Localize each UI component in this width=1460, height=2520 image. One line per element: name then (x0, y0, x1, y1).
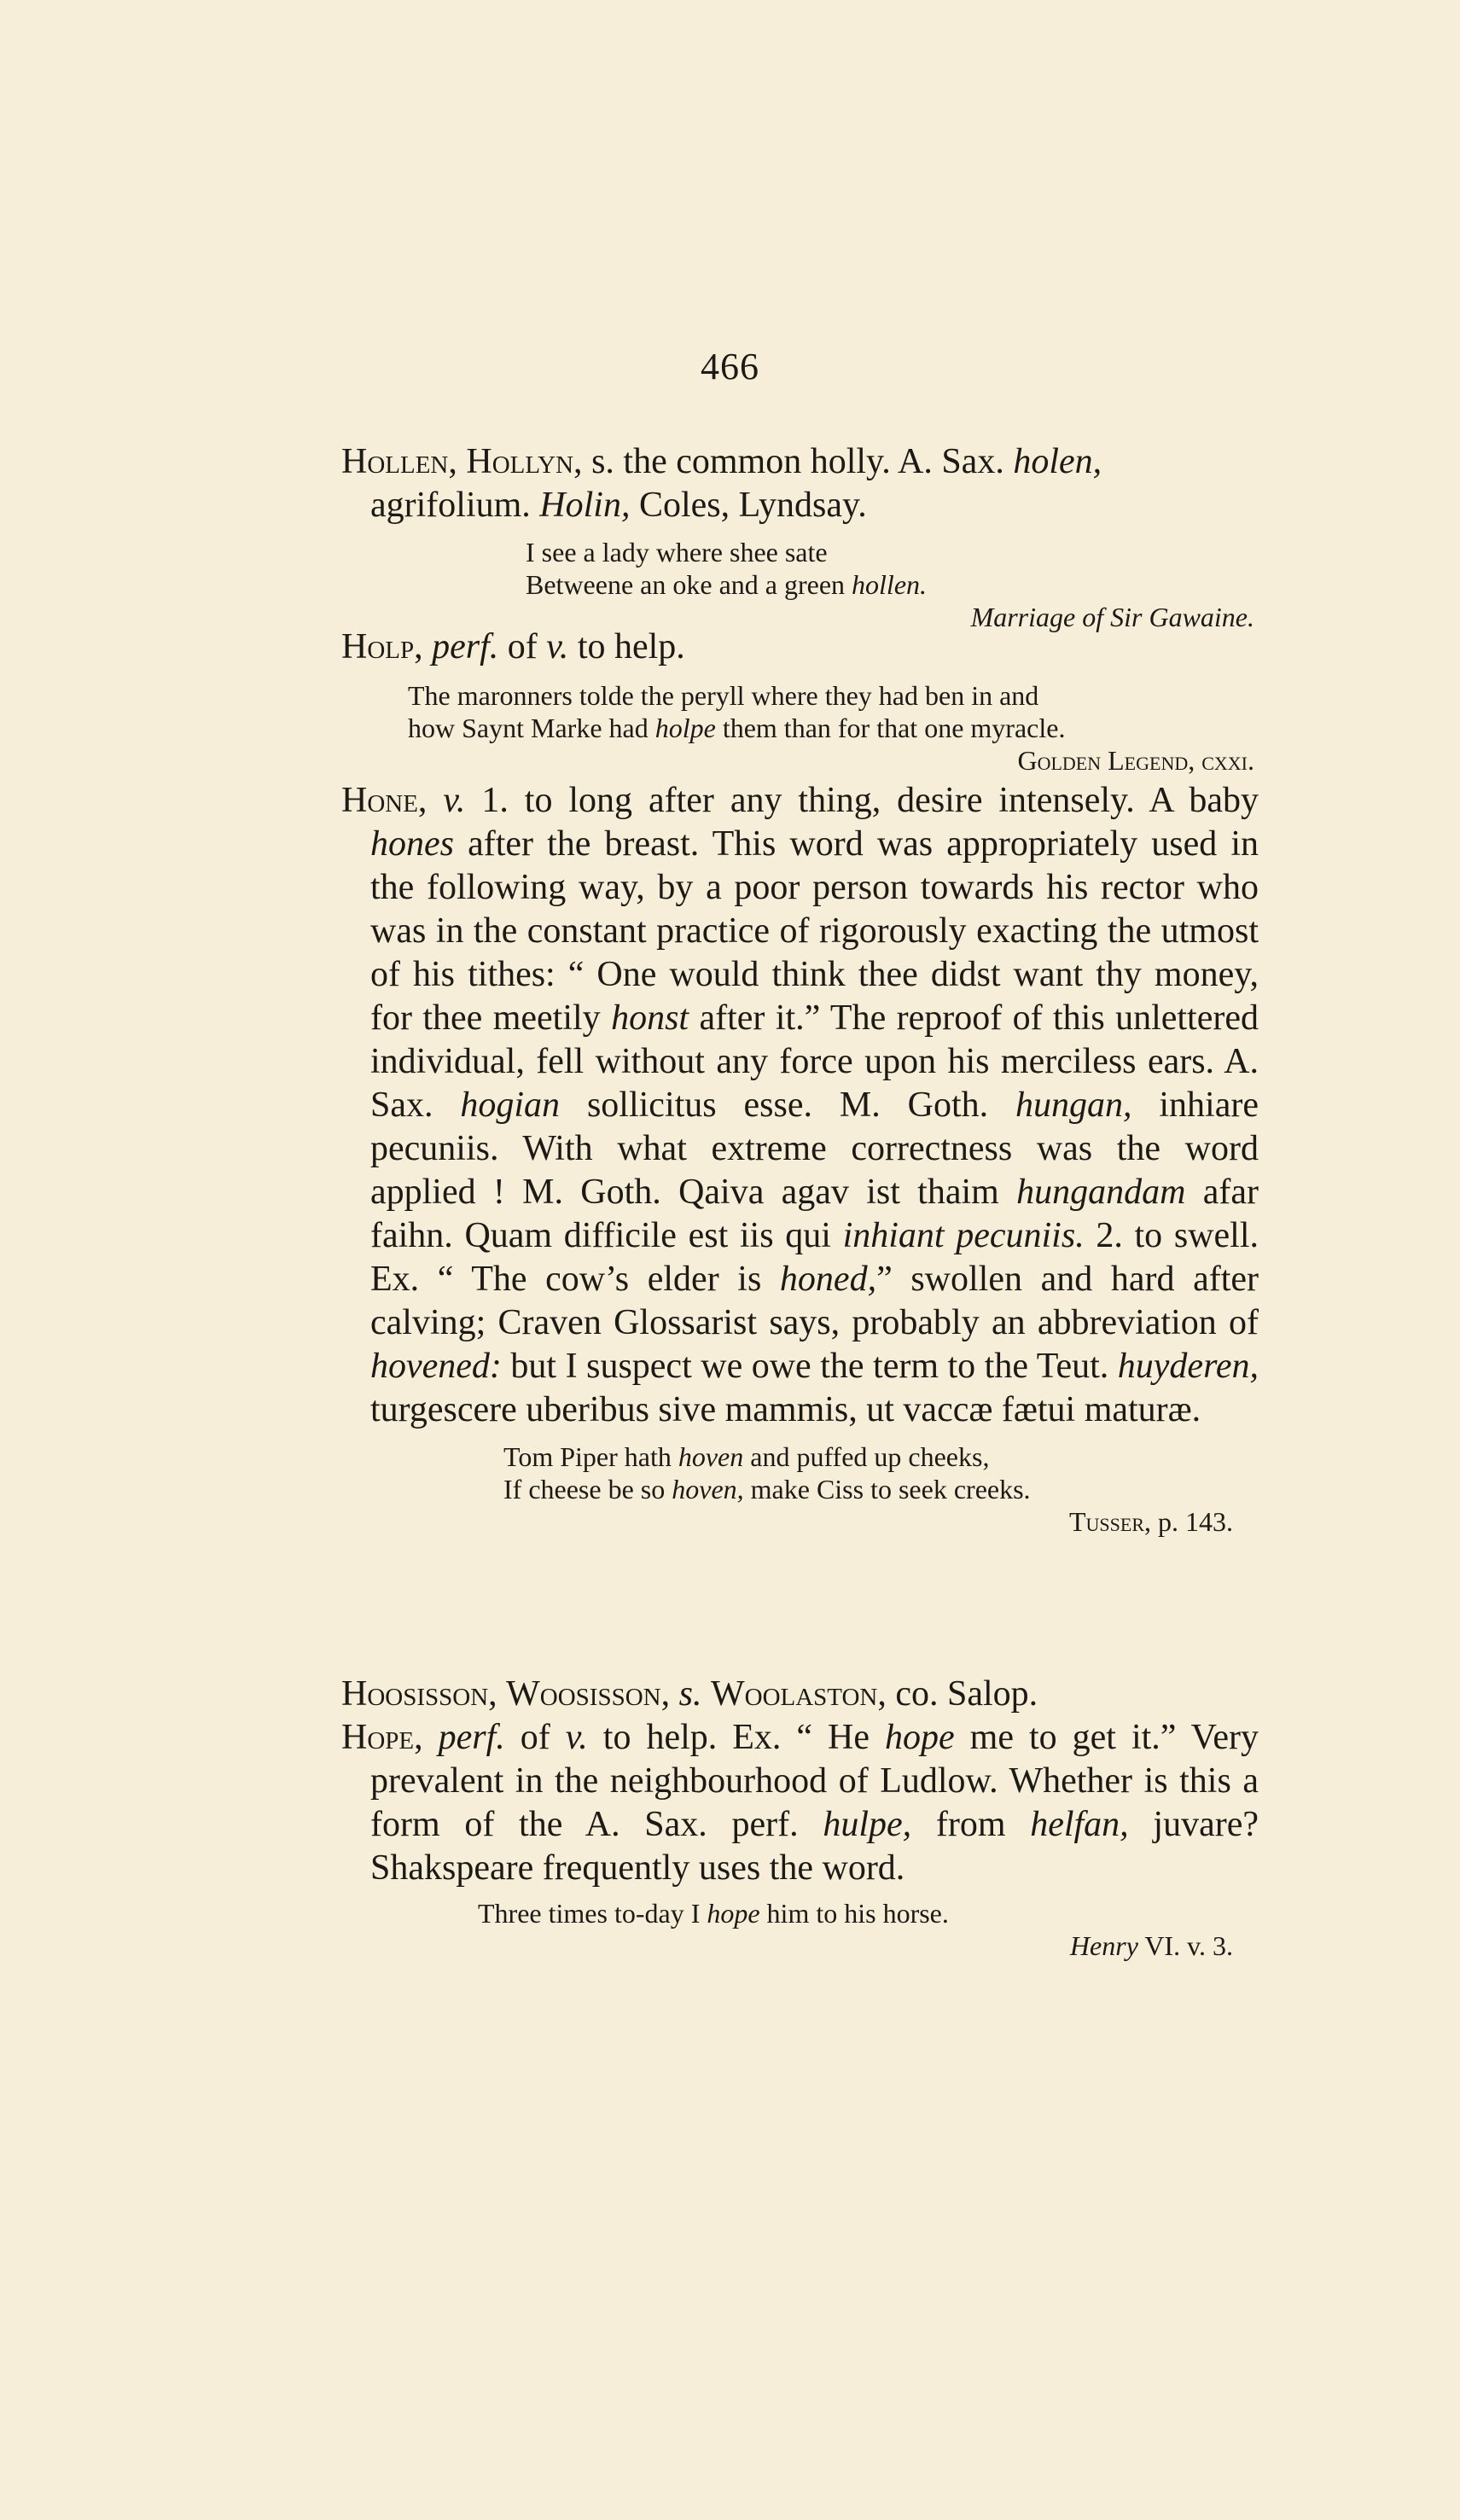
quote-text: how Saynt Marke had (408, 713, 655, 743)
grammar-label: perf. (438, 1718, 505, 1757)
definition-text: to help. Ex. “ He (587, 1718, 886, 1757)
example-italic: hovened: (370, 1347, 502, 1386)
etymon: hulpe, (823, 1805, 912, 1844)
place-name: Woolaston, (710, 1674, 887, 1714)
page-number: 466 (701, 346, 759, 387)
quote-line: I see a lady where shee sate (526, 537, 828, 567)
entry-body (341, 1716, 1259, 1890)
example-italic: hones (370, 824, 454, 864)
etymon: Holin, (539, 486, 631, 525)
definition-text: from (911, 1805, 1031, 1844)
etymon: helfan, (1030, 1805, 1129, 1844)
definition-text: me to get it.” Very prevalent in the neighbourhood of Ludlow. Whether is this a form of the A. Sax. perf. (370, 1718, 1259, 1844)
entry-body (341, 1673, 1259, 1716)
etymon: hungan, (1015, 1085, 1132, 1125)
entry-body (341, 779, 1259, 1432)
definition-text: turgescere uberibus sive mammis, ut vaccæ fætui maturæ. (370, 1390, 1201, 1429)
headword: Hope, (341, 1718, 423, 1757)
definition-text: Coles, Lyndsay. (630, 486, 867, 525)
entry-hone (341, 779, 1259, 1538)
definition-text: ” swollen and hard after calving; Craven Glossarist says, probably an abbreviation of (370, 1260, 1259, 1342)
example-italic: honst (611, 998, 689, 1038)
etymon: huyderen, (1117, 1347, 1259, 1386)
quote-source (341, 1929, 1259, 1962)
quotation (341, 679, 1259, 744)
etymon: holen, (1013, 442, 1102, 481)
definition-text: to help. (568, 627, 685, 666)
entry-body (341, 626, 1259, 669)
grammar-label: v. (565, 1718, 588, 1757)
headword: Hollen, (341, 442, 457, 481)
definition-text: 2. to swell. Ex. “ The cow’s elder is (370, 1216, 1259, 1299)
definition-text: inhiare pecuniis. With what extreme correctness was the word applied ! M. Goth. Qaiva agav ist thaim (370, 1085, 1259, 1212)
entry-hollen (341, 440, 1259, 633)
quote-text: Betweene an oke and a green (526, 569, 852, 600)
headword: Hone, (341, 781, 428, 820)
quote-italic: hoven (678, 1441, 744, 1472)
quote-text: him to his horse. (759, 1898, 949, 1929)
headword: Hollyn, (466, 442, 583, 481)
grammar-label: v. (443, 781, 466, 820)
definition-text: juvare? Shakspeare frequently uses the word. (370, 1805, 1259, 1888)
quote-line: The maronners tolde the peryll where they had ben in and (408, 680, 1039, 711)
quote-italic: holpe (654, 713, 716, 743)
definition-text: of (498, 627, 547, 666)
definition-text: of (504, 1718, 566, 1757)
etymon: hungandam (1016, 1173, 1186, 1212)
quote-line (526, 568, 1259, 601)
quote-line (503, 1473, 1259, 1505)
definition-text: s. the common holly. A. Sax. (582, 442, 1014, 481)
entry-hoosisson (341, 1673, 1259, 1716)
definition-text: afar faihn. Quam difficile est iis qui (370, 1173, 1259, 1255)
entry-hope (341, 1716, 1259, 1962)
etymon: hogian (460, 1085, 561, 1125)
quote-text: and puffed up cheeks, (743, 1441, 990, 1472)
source-author: Tusser, (1068, 1506, 1151, 1537)
example-italic: hope (885, 1718, 955, 1757)
quote-line (478, 1897, 1259, 1929)
quote-text: Three times to-day I (478, 1898, 707, 1929)
quote-source: Golden Legend, cxxi. (1017, 745, 1254, 776)
source-page: p. 143. (1151, 1506, 1233, 1537)
source-page: VI. v. 3. (1137, 1930, 1233, 1961)
etymon: inhiant pecuniis. (842, 1216, 1085, 1255)
grammar-label: s. (670, 1674, 711, 1714)
grammar-label: v. (546, 627, 569, 666)
quotation (341, 1440, 1259, 1505)
quote-text: them than for that one myracle. (715, 713, 1066, 743)
definition-text: after it.” The reproof of this unlettered individual, fell without any force upon his merciless ears. A. Sax. (370, 998, 1259, 1125)
definition-text: sollicitus esse. M. Goth. (560, 1085, 1015, 1125)
quote-text: Tom Piper hath (503, 1441, 678, 1472)
quote-line (503, 1440, 1259, 1473)
quote-text: make Ciss to seek creeks. (743, 1474, 1031, 1504)
quote-line (408, 712, 1259, 744)
source-title: Henry (1069, 1930, 1138, 1961)
quote-text: If cheese be so (503, 1474, 672, 1504)
example-italic: honed, (779, 1260, 877, 1299)
source-title: Marriage of Sir Gawaine. (970, 602, 1254, 632)
definition-text: 1. to long after any thing, desire intensely. A baby (465, 781, 1259, 820)
quotation (341, 536, 1259, 601)
definition-text: after the breast. This word was appropriately used in the following way, by a poor person towards his rector who was in the constant practice of rigorously exacting the utmost of his tithes: “ One would think thee didst want thy money, for thee meetily (370, 824, 1259, 1038)
quote-italic: hope (707, 1898, 760, 1929)
definition-text: but I suspect we owe the term to the Teut. (501, 1347, 1118, 1386)
definition-text: co. Salop. (886, 1674, 1038, 1714)
grammar-label: perf. (432, 627, 499, 666)
headword: Holp, (341, 627, 423, 666)
headword: Woosisson, (506, 1674, 671, 1714)
quote-source (341, 1505, 1259, 1538)
definition-text: agrifolium. (370, 486, 540, 525)
quotation (341, 1897, 1259, 1929)
entry-holp (341, 626, 1259, 777)
headword: Hoosisson, (341, 1674, 497, 1714)
entry-body (341, 440, 1259, 527)
quote-italic: hollen. (852, 569, 928, 600)
quote-italic: hoven, (672, 1474, 744, 1504)
